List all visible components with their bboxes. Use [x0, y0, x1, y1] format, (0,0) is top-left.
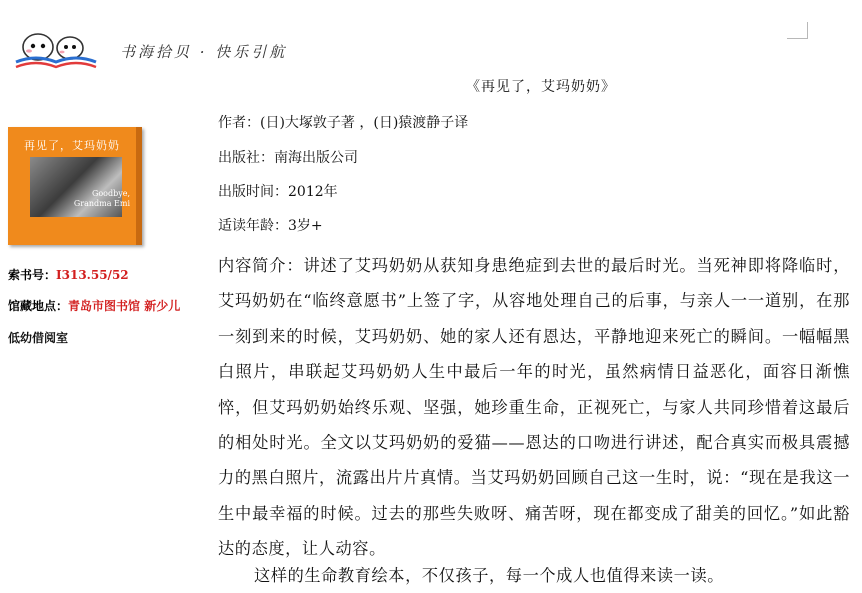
cover-title: 再见了，艾玛奶奶: [24, 139, 120, 152]
description-label: 内容简介：: [218, 256, 304, 275]
cover-spine: [136, 127, 142, 245]
header-slogan: 书海拾贝 · 快乐引航: [120, 43, 288, 61]
age-range-field: [218, 215, 323, 235]
book-cover-image: [8, 127, 142, 245]
location-row: [8, 297, 208, 314]
author-value: (日)大塚敦子著 ，(日)猿渡静子译: [260, 115, 469, 131]
publish-date-label: 出版时间：: [218, 184, 288, 200]
call-number-label: 索书号：: [8, 268, 57, 282]
cover-english-title: Goodbye, Grandma Emi: [73, 189, 130, 208]
author-field: [218, 112, 468, 132]
location-value: 青岛市图书馆 新少儿: [68, 299, 181, 313]
publisher-label: 出版社：: [218, 150, 274, 166]
location-value-line2: 低幼借阅室: [8, 331, 69, 345]
book-description: [218, 248, 850, 567]
book-title: 《再见了，艾玛奶奶》: [466, 79, 616, 95]
publisher-value: 南海出版公司: [274, 150, 358, 166]
publish-date-value: 2012年: [288, 184, 338, 200]
closing-remark: 这样的生命教育绘本，不仅孩子，每一个成人也值得来读一读。: [254, 566, 725, 585]
age-range-value: 3岁+: [288, 218, 323, 234]
publisher-field: [218, 147, 358, 167]
author-label: 作者：: [218, 115, 260, 131]
age-range-label: 适读年龄：: [218, 218, 288, 234]
description-text: 讲述了艾玛奶奶从获知身患绝症到去世的最后时光。当死神即将降临时，艾玛奶奶在“临终意愿书”上签了字，从容地处理自己的后事，与亲人一一道别，在那一刻到来的时候，艾玛奶奶、她的家人还有恩达，平静地迎来死亡的瞬间。一幅幅黑白照片，串联起艾玛奶奶人生中最后一年的时光，虽然病情日益恶化，面容日渐憔悴，但艾玛奶奶始终乐观、坚强，她珍重生命，正视死亡，与家人共同珍惜着这最后的相处时光。全文以艾玛奶奶的爱猫——恩达的口吻进行讲述，配合真实而极具震撼力的黑白照片，流露出片片真情。当艾玛奶奶回顾自己这一生时，说：“现在是我这一生中最幸福的时候。过去的那些失败呀、痛苦呀，现在都变成了甜美的回忆。”如此豁达的态度，让人动容。: [218, 256, 851, 559]
reading-mascot-logo: [14, 30, 100, 70]
page-corner-mark: [787, 22, 808, 39]
call-number-value: I313.55/52: [56, 268, 129, 282]
call-number-row: [8, 266, 208, 283]
publish-date-field: [218, 181, 338, 201]
location-label: 馆藏地点：: [8, 299, 69, 313]
